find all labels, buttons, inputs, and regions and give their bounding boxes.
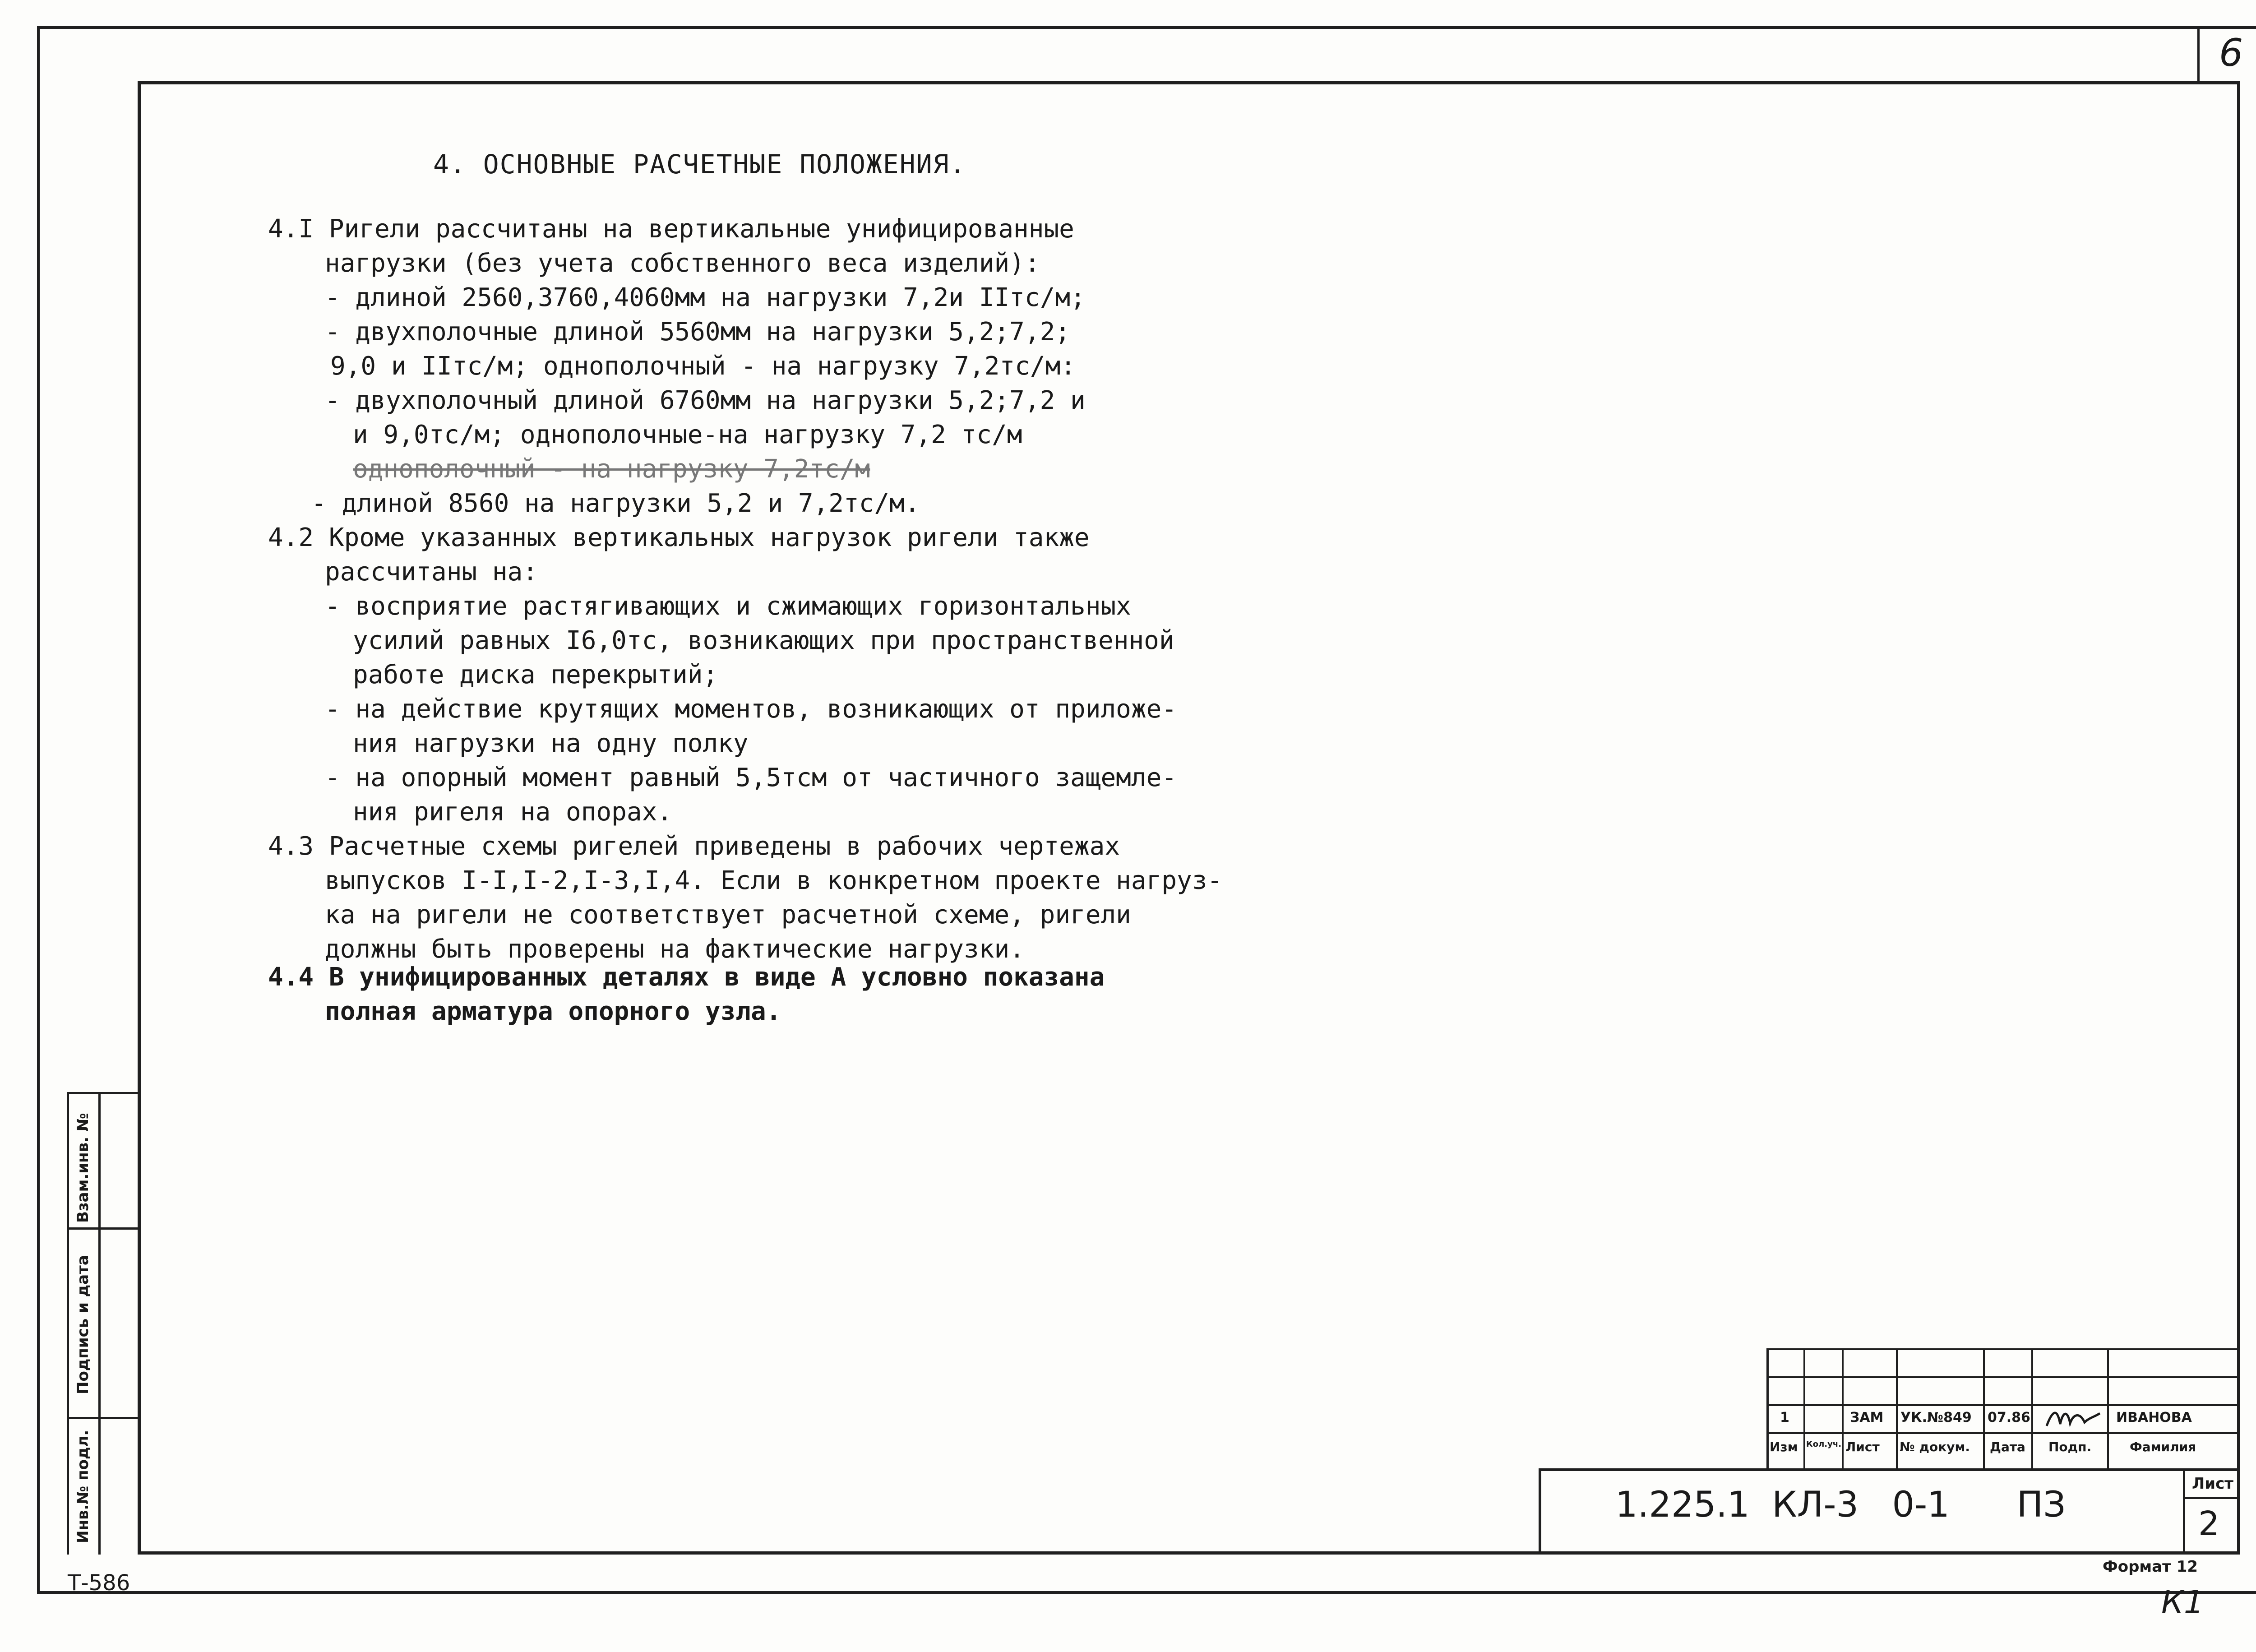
bottom-left-code: Т-586	[68, 1570, 130, 1596]
text-line: работе диска перекрытий;	[353, 660, 718, 689]
tb-line	[1803, 1348, 1805, 1468]
text-line: должны быть проверены на фактические нагрузки.	[325, 935, 1025, 964]
text-line: выпусков I-I,I-2,I-3,I,4. Если в конкретном проекте нагруз-	[325, 866, 1223, 895]
text-line: полная арматура опорного узла.	[325, 997, 781, 1026]
tb-line	[1896, 1348, 1898, 1468]
stamp-label-podpis-data: Подпись и дата	[74, 1255, 92, 1394]
text-line: ния нагрузки на одну полку	[353, 729, 749, 758]
tb-line	[1766, 1348, 1769, 1468]
outer-frame-bottom	[37, 1591, 2256, 1594]
outer-frame-left	[37, 26, 40, 1594]
text-line: ка на ригели не соответствует расчетной схеме, ригели	[325, 900, 1131, 930]
tb-line	[2183, 1468, 2185, 1554]
text-line: - на действие крутящих моментов, возникающих от приложе-	[325, 694, 1177, 724]
text-line: - двухполочные длиной 5560мм на нагрузки 5,2;7,2;	[325, 317, 1071, 347]
hdr-izm: Изм	[1770, 1439, 1798, 1454]
format-label: Формат 12	[2103, 1558, 2198, 1576]
hdr-doc: № докум.	[1900, 1439, 1970, 1454]
text-line: - длиной 2560,3760,4060мм на нагрузки 7,2и IIтс/м;	[325, 283, 1086, 312]
tb-line	[1842, 1348, 1844, 1468]
text-line: усилий равных I6,0тс, возникающих при пространственной	[353, 626, 1174, 655]
rev-list: ЗАМ	[1850, 1410, 1884, 1425]
text-line: и 9,0тс/м; однополочные-на нагрузку 7,2 тс/м	[353, 420, 1022, 449]
inner-frame-right	[2237, 81, 2240, 1555]
text-line: - на опорный момент равный 5,5тсм от частичного защемле-	[325, 763, 1177, 792]
outer-frame-top	[37, 26, 2256, 29]
text-line-struck: однополочный - на нагрузку 7,2тс/м	[353, 454, 870, 484]
section-heading: 4. ОСНОВНЫЕ РАСЧЕТНЫЕ ПОЛОЖЕНИЯ.	[433, 149, 966, 180]
tb-line	[1539, 1468, 1541, 1554]
tb-line	[2107, 1348, 2109, 1468]
rev-date: 07.86	[1988, 1410, 2030, 1425]
hdr-name: Фамилия	[2130, 1439, 2196, 1454]
inner-frame-top	[138, 81, 2240, 84]
text-line: - двухполочный длиной 6760мм на нагрузки 5,2;7,2 и	[325, 386, 1086, 415]
side-stamp-line	[67, 1092, 69, 1555]
hdr-date: Дата	[1990, 1439, 2025, 1454]
text-line: рассчитаны на:	[325, 557, 538, 587]
copy-mark: К1	[2161, 1584, 2204, 1621]
tb-line	[1539, 1468, 2238, 1471]
hdr-kol: Кол.уч.	[1806, 1439, 1842, 1449]
text-line: - длиной 8560 на нагрузки 5,2 и 7,2тс/м.	[311, 489, 920, 518]
text-line: 4.2 Кроме указанных вертикальных нагрузок ригели также	[268, 523, 1090, 552]
text-line: 4.4 В унифицированных деталях в виде А условно показана	[268, 963, 1105, 992]
document-designation: 1.225.1 КЛ-3 0-1 ПЗ	[1615, 1485, 2066, 1525]
rev-doc: УК.№849	[1900, 1410, 1972, 1425]
side-stamp-line	[67, 1092, 139, 1094]
inner-frame-left	[138, 81, 141, 1555]
rev-name: ИВАНОВА	[2116, 1410, 2192, 1425]
text-line: 4.I Ригели рассчитаны на вертикальные унифицированные	[268, 214, 1074, 244]
side-stamp-line	[67, 1417, 139, 1419]
tb-line	[1766, 1404, 2238, 1406]
sheet-corner-number: 6	[2219, 31, 2243, 75]
hdr-list: Лист	[1845, 1439, 1880, 1454]
sheet-number: 2	[2198, 1504, 2220, 1543]
inner-frame-bottom	[138, 1551, 2240, 1555]
text-line: 4.3 Расчетные схемы ригелей приведены в рабочих чертежах	[268, 832, 1120, 861]
side-stamp-line	[67, 1227, 139, 1230]
hdr-podp: Подп.	[2048, 1439, 2092, 1454]
stamp-label-inv-podl: Инв.№ подл.	[74, 1430, 92, 1543]
corner-box-left	[2197, 26, 2200, 83]
tb-line	[2031, 1348, 2033, 1468]
rev-signature	[2044, 1404, 2103, 1431]
tb-line	[1766, 1348, 2238, 1350]
text-line: ния ригеля на опорах.	[353, 797, 673, 827]
tb-line	[1983, 1348, 1985, 1468]
text-line: нагрузки (без учета собственного веса изделий):	[325, 249, 1040, 278]
tb-line	[1766, 1376, 2238, 1378]
side-stamp-line	[98, 1092, 101, 1555]
stamp-label-vzam-inv: Взам.инв. №	[74, 1113, 92, 1223]
tb-line	[2183, 1497, 2238, 1499]
text-line: 9,0 и IIтс/м; однополочный - на нагрузку 7,2тс/м:	[330, 352, 1076, 381]
text-line: - восприятие растягивающих и сжимающих горизонтальных	[325, 592, 1131, 621]
rev-izm: 1	[1780, 1410, 1789, 1425]
tb-line	[1766, 1432, 2238, 1434]
sheet-label: Лист	[2192, 1475, 2233, 1493]
